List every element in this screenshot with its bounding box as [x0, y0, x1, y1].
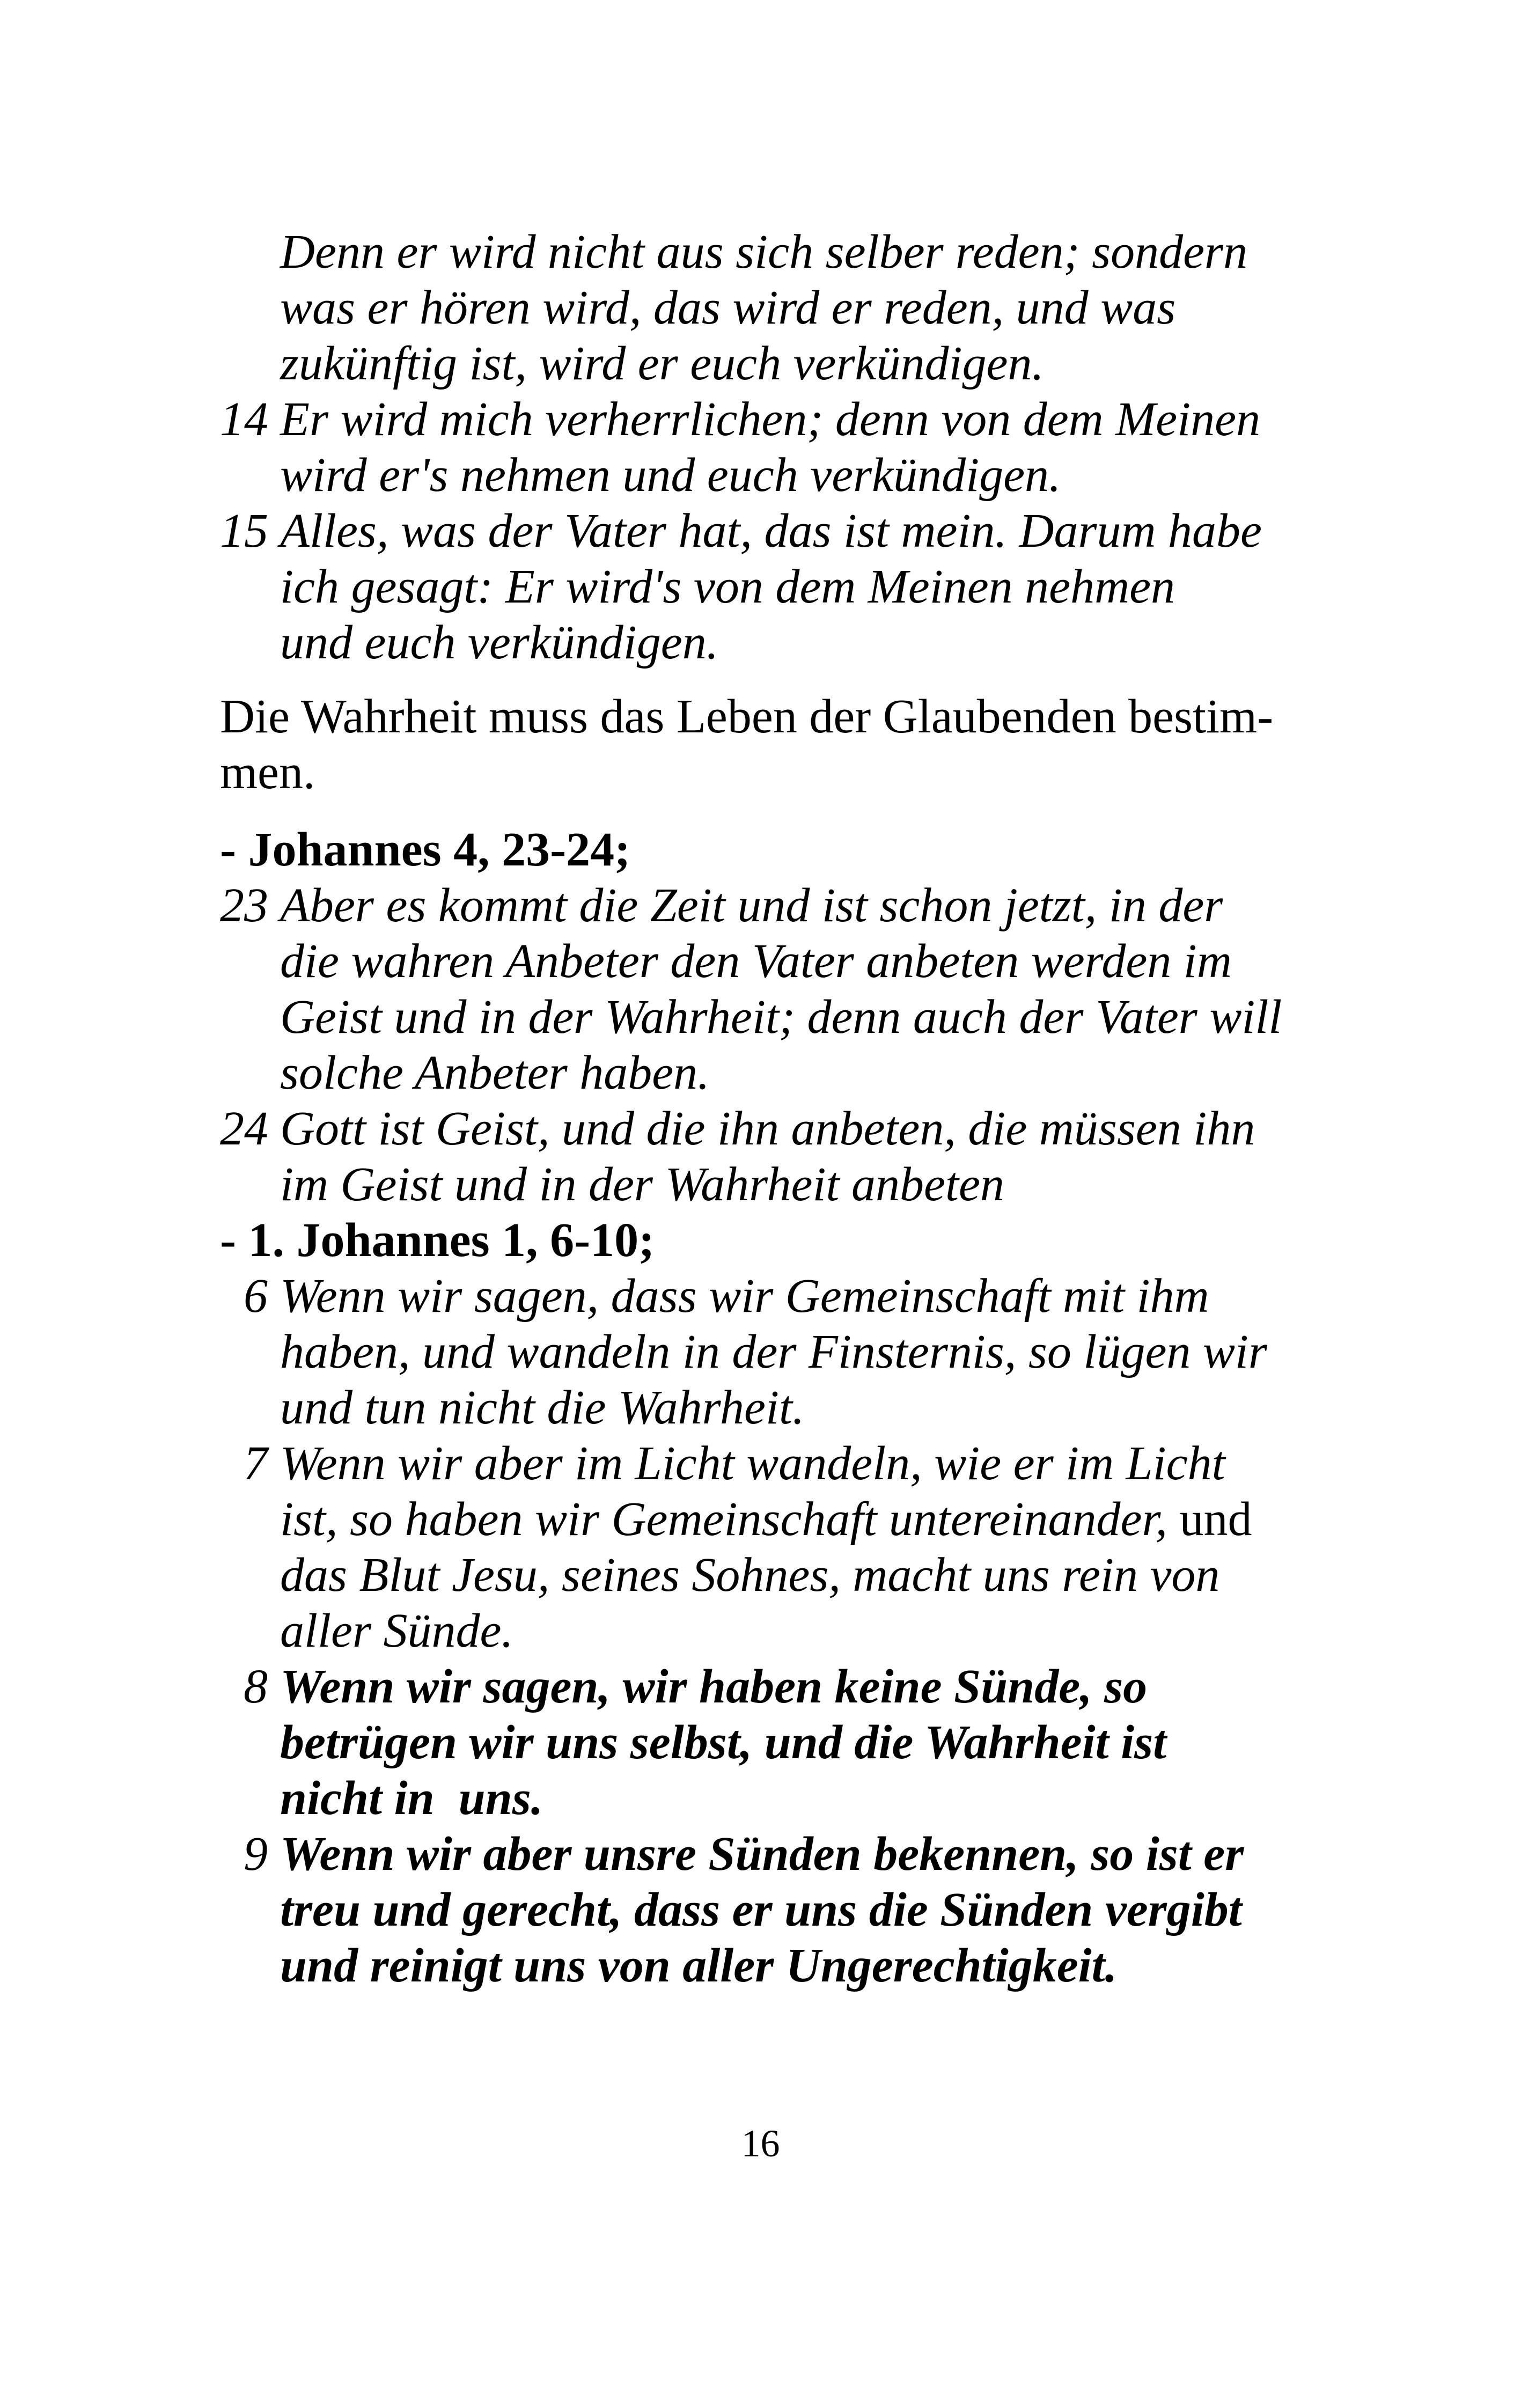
verse-number: 23 — [220, 879, 268, 932]
verse-line: Wenn wir aber unsre Sünden bekennen, so ist er — [280, 1827, 1244, 1881]
verse-line: aller Sünde. — [280, 1604, 513, 1657]
verse-line: und tun nicht die Wahrheit. — [280, 1381, 805, 1434]
verse-line — [280, 1492, 1325, 1547]
verse-line: Er wird mich verherrlichen; denn von dem Meinen — [280, 393, 1261, 446]
verse-number: 14 — [220, 393, 268, 446]
verse-9 — [220, 1826, 1325, 1994]
verse-24 — [220, 1101, 1325, 1213]
page-content — [220, 224, 1325, 1994]
verse-line: ich gesagt: Er wird's von dem Meinen nehmen — [280, 560, 1175, 613]
verse-line: Denn er wird nicht aus sich selber reden; sondern — [280, 225, 1248, 278]
verse-7 — [220, 1436, 1325, 1659]
verse-line: Aber es kommt die Zeit und ist schon jetzt, in der — [280, 879, 1223, 932]
verse-text-italic: ist, so haben wir Gemeinschaft untereinander, — [280, 1493, 1168, 1546]
verse-line: Alles, was der Vater hat, das ist mein. Darum habe — [280, 504, 1262, 557]
verse-line: solche Anbeter haben. — [280, 1046, 710, 1099]
verse-line: und euch verkündigen. — [280, 616, 719, 669]
verse-line: betrügen wir uns selbst, und die Wahrheit ist — [280, 1716, 1167, 1769]
verse-text-upright: und — [1167, 1493, 1252, 1546]
verse-line: was er hören wird, das wird er reden, und was — [280, 281, 1176, 334]
verse-13-continuation — [220, 224, 1325, 392]
verse-8 — [220, 1659, 1325, 1826]
verse-line: zukünftig ist, wird er euch verkündigen. — [280, 337, 1044, 390]
verse-number: 24 — [220, 1102, 268, 1155]
verse-number: 7 — [244, 1437, 268, 1490]
verse-number: 15 — [220, 504, 268, 557]
verse-14 — [220, 392, 1325, 503]
page-number: 16 — [741, 2122, 780, 2165]
verse-line: Wenn wir aber im Licht wandeln, wie er im Licht — [280, 1437, 1225, 1490]
verse-number: 6 — [244, 1269, 268, 1323]
verse-line: das Blut Jesu, seines Sohnes, macht uns rein von — [280, 1548, 1220, 1602]
verse-line: Wenn wir sagen, dass wir Gemeinschaft mit ihm — [280, 1269, 1209, 1323]
verse-number: 8 — [244, 1660, 268, 1713]
verse-number: 9 — [244, 1827, 268, 1881]
verse-line: haben, und wandeln in der Finsternis, so lügen wir — [280, 1325, 1267, 1378]
verse-line: Gott ist Geist, und die ihn anbeten, die müssen ihn — [280, 1102, 1255, 1155]
verse-line: treu und gerecht, dass er uns die Sünden vergibt — [280, 1883, 1242, 1936]
paragraph-line: men. — [220, 746, 315, 799]
verse-15 — [220, 503, 1325, 671]
verse-line: und reinigt uns von aller Ungerechtigkeit. — [280, 1939, 1118, 1992]
verse-line: wird er's nehmen und euch verkündigen. — [280, 449, 1061, 502]
verse-line: nicht in uns. — [280, 1772, 543, 1825]
verse-line: im Geist und in der Wahrheit anbeten — [280, 1158, 1004, 1211]
verse-line: die wahren Anbeter den Vater anbeten werden im — [280, 935, 1232, 988]
scripture-reference: - Johannes 4, 23-24; — [220, 823, 631, 876]
body-paragraph — [220, 689, 1325, 801]
verse-23 — [220, 878, 1325, 1101]
verse-6 — [220, 1268, 1325, 1436]
verse-line: Wenn wir sagen, wir haben keine Sünde, so — [280, 1660, 1148, 1713]
verse-line: Geist und in der Wahrheit; denn auch der Vater will — [280, 990, 1282, 1044]
scripture-reference: - 1. Johannes 1, 6-10; — [220, 1214, 655, 1267]
paragraph-line: Die Wahrheit muss das Leben der Glaubenden bestim- — [220, 690, 1274, 743]
